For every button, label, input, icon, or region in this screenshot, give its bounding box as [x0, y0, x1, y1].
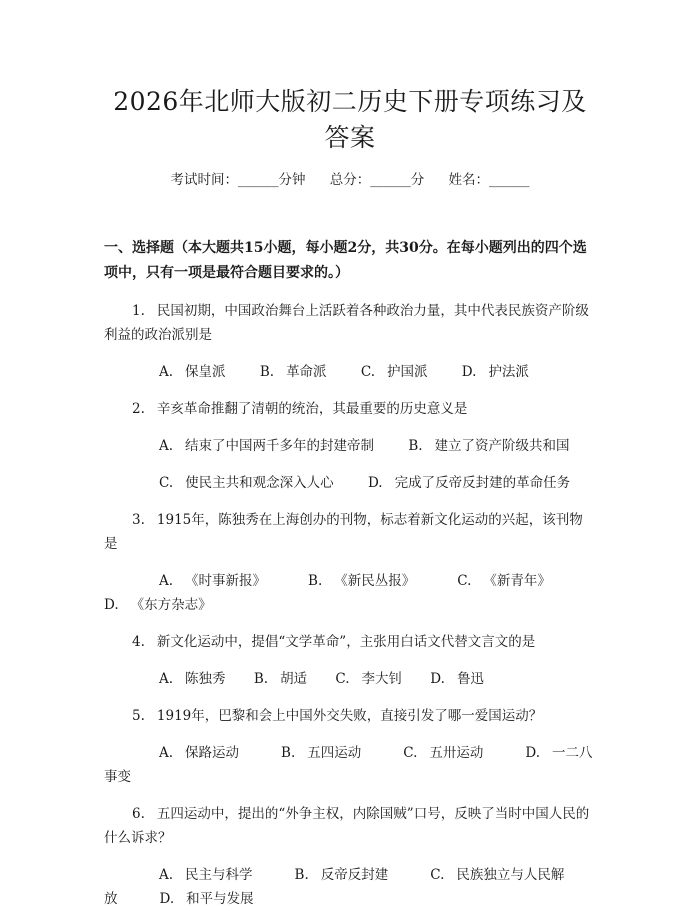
question-1 [104, 299, 596, 384]
question-text: 辛亥革命推翻了清朝的统治，其最重要的历史意义是 [156, 401, 468, 417]
question-5 [104, 704, 596, 789]
option-a[interactable]: A. 保皇派 [159, 364, 226, 380]
question-text: 1915年，陈独秀在上海创办的刊物，标志着新文化运动的兴起，该刊物是 [104, 512, 583, 552]
question-number: 2. [132, 401, 145, 417]
option-b[interactable]: B. 五四运动 [281, 745, 362, 761]
option-a[interactable]: A. 民主与科学 [159, 867, 253, 883]
option-b[interactable]: B. 《新民丛报》 [308, 573, 416, 589]
total-score-field: 总分：______分 [329, 172, 425, 188]
option-d[interactable]: D. 和平与发展 [159, 891, 254, 907]
question-stem [104, 508, 596, 556]
option-c[interactable]: C. 民族独立与人民解放 [104, 867, 565, 907]
option-c[interactable]: C. 使民主共和观念深入人心 [159, 475, 334, 491]
question-number: 4. [132, 634, 145, 650]
question-6 [104, 802, 596, 911]
option-b[interactable]: B. 建立了资产阶级共和国 [408, 438, 570, 454]
option-list [104, 863, 596, 911]
option-c[interactable]: C. 李大钊 [335, 671, 402, 687]
question-2 [104, 397, 596, 495]
question-4 [104, 630, 596, 691]
question-text: 五四运动中，提出的“外争主权，内除国贼”口号，反映了当时中国人民的什么诉求？ [104, 806, 590, 846]
question-stem [104, 630, 596, 654]
question-number: 1. [132, 303, 145, 319]
option-d[interactable]: D. 护法派 [461, 364, 529, 380]
exam-info [104, 170, 596, 190]
option-list [104, 741, 596, 789]
question-text: 新文化运动中，提倡“文学革命”，主张用白话文代替文言文的是 [156, 634, 536, 650]
option-b[interactable]: B. 反帝反封建 [294, 867, 389, 883]
option-d[interactable]: D. 鲁迅 [430, 671, 484, 687]
option-a[interactable]: A. 《时事新报》 [159, 573, 267, 589]
option-a[interactable]: A. 结束了中国两千多年的封建帝制 [159, 438, 375, 454]
question-text: 1919年，巴黎和会上中国外交失败，直接引发了哪一爱国运动？ [156, 708, 543, 724]
option-list [104, 471, 596, 495]
option-a[interactable]: A. 保路运动 [159, 745, 240, 761]
document-title: 2026年北师大版初二历史下册专项练习及答案 [113, 87, 587, 152]
option-list [104, 434, 596, 458]
question-stem [104, 299, 596, 347]
student-name-field: 姓名：______ [448, 172, 530, 188]
section-heading-multiple-choice: 一、选择题（本大题共15小题，每小题2分，共30分。在每小题列出的四个选项中，只有一项是最符合题目要求的。） [104, 240, 587, 281]
exam-time-field: 考试时间：______分钟 [170, 172, 306, 188]
question-3 [104, 508, 596, 617]
question-number: 3. [132, 512, 145, 528]
question-text: 民国初期，中国政治舞台上活跃着各种政治力量，其中代表民族资产阶级利益的政治派别是 [104, 303, 589, 343]
question-number: 5. [132, 708, 145, 724]
option-a[interactable]: A. 陈独秀 [159, 671, 226, 687]
option-b[interactable]: B. 革命派 [259, 364, 327, 380]
question-number: 6. [132, 806, 145, 822]
option-d[interactable]: D. 一二八事变 [104, 745, 593, 785]
option-list [104, 667, 596, 691]
option-c[interactable]: C. 五卅运动 [403, 745, 484, 761]
option-d[interactable]: D. 完成了反帝反封建的革命任务 [367, 475, 571, 491]
option-list [104, 360, 596, 384]
option-c[interactable]: C. 《新青年》 [457, 573, 551, 589]
option-list [104, 569, 596, 617]
option-b[interactable]: B. 胡适 [253, 671, 308, 687]
question-stem [104, 802, 596, 850]
option-c[interactable]: C. 护国派 [360, 364, 428, 380]
question-stem [104, 704, 596, 728]
option-d[interactable]: D. 《东方杂志》 [104, 597, 212, 613]
question-stem [104, 397, 596, 421]
